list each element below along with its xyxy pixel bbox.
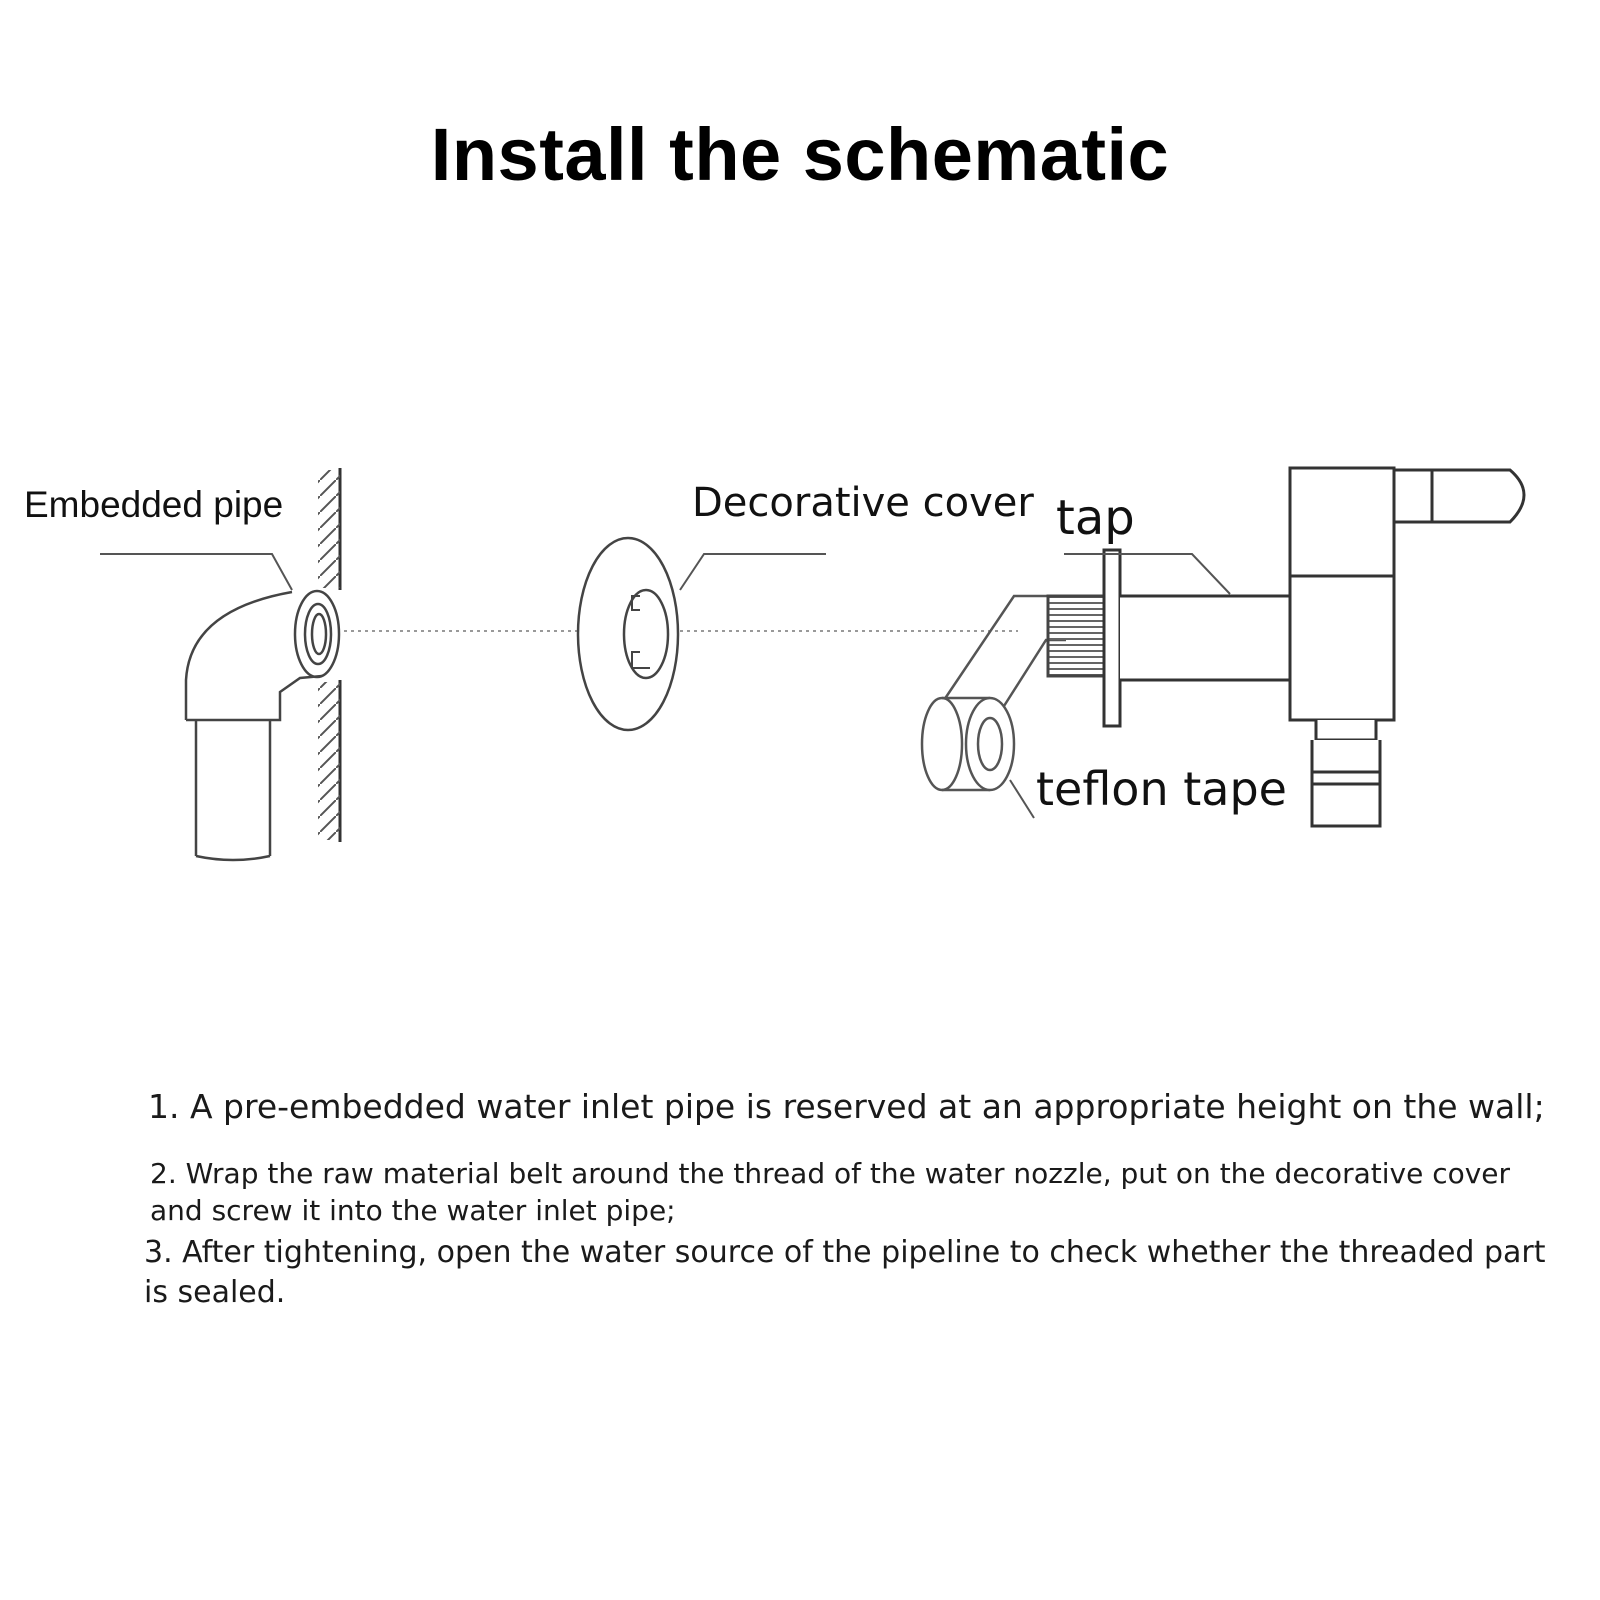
step-1: 1. A pre-embedded water inlet pipe is reserved at an appropriate height on the wall; [148,1087,1545,1126]
embedded-pipe-label: Embedded pipe [24,484,284,525]
page-title: Install the schematic [430,113,1170,196]
decorative-cover [578,538,826,730]
teflon-tape-label: teflon tape [1036,762,1287,816]
instruction-steps [146,1085,1566,1313]
step-2: 2. Wrap the raw material belt around the thread of the water nozzle, put on the decorative cover and screw it into the water inlet pipe; [150,1157,1511,1227]
step-3: 3. After tightening, open the water source of the pipeline to check whether the threaded part is sealed. [144,1235,1546,1310]
tap-label: tap [1056,490,1135,546]
embedded-pipe [100,554,339,860]
decorative-cover-label: Decorative cover [692,480,1034,526]
